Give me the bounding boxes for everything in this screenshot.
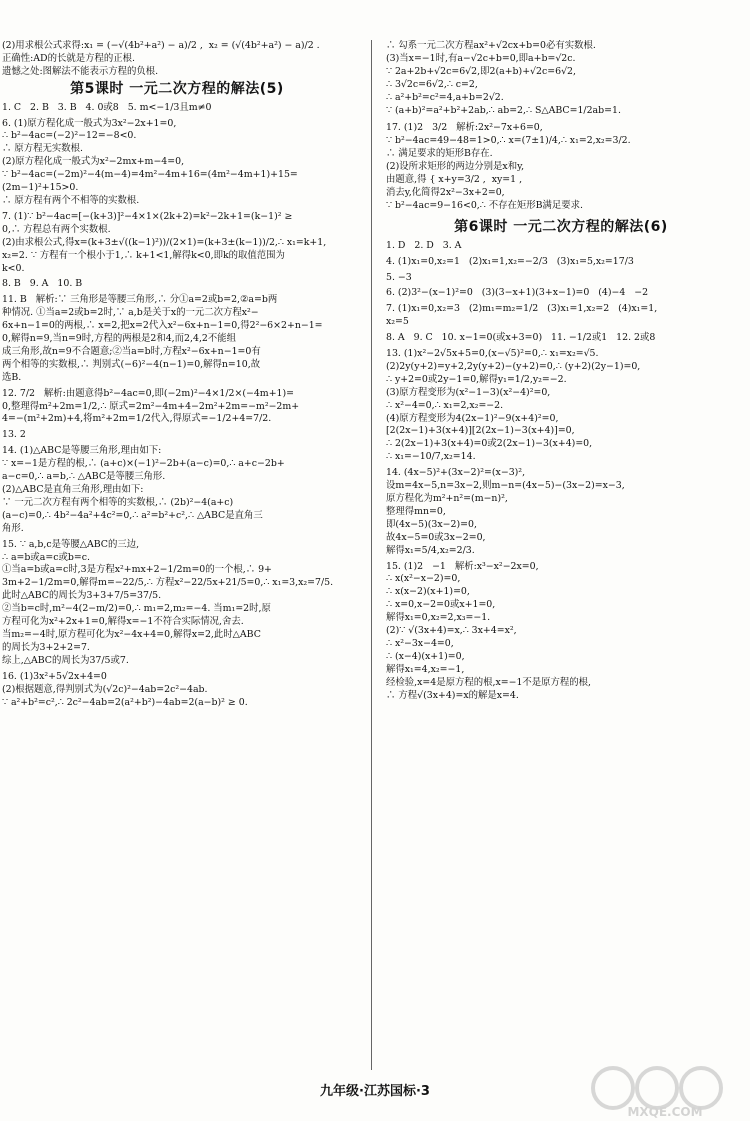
text-line: (2m−1)²+15>0. [2,182,79,194]
text-line: 消去y,化简得2x²−3x+2=0, [386,186,505,198]
text-line: 8. B 9. A 10. B [2,278,83,290]
text-line: (2)2y(y+2)=y+2,2y(y+2)−(y+2)=0,∴ (y+2)(2y−1)=0, [386,360,641,372]
text-line: ∴ (x−4)(x+1)=0, [386,650,465,662]
text-line: (2)由求根公式,得x=(k+3±√((k−1)²))/(2×1)=(k+3±(k−1))/2,∴ x₁=k+1, [2,236,327,248]
text-line: 1. D 2. D 3. A [386,239,462,251]
text-line: ∴ x(x²−x−2)=0, [386,573,461,585]
left-answers-block [2,102,352,710]
text-line: 7. (1)x₁=0,x₂=3 (2)m₁=m₂=1/2 (3)x₁=1,x₂=2 (4)x₁=1, [386,303,658,315]
text-line: 成三角形,故n=9不合题意;②当a=b时,方程x²−6x+n−1=0有 [2,345,261,357]
text-line: 故4x−5=0或3x−2=0, [386,531,486,543]
text-line: 设m=4x−5,n=3x−2,则m−n=(4x−5)−(3x−2)=x−3, [386,480,625,492]
text-line: k<0. [2,262,25,274]
text-line: ∴ x²−3x−4=0, [386,637,454,649]
text-line: 15. ∵ a,b,c是等腰△ABC的三边, [2,538,140,550]
text-line: (2)设所求矩形的两边分别是x和y, [386,161,525,173]
text-line: 遗憾之处:图解法不能表示方程的负根. [2,65,159,77]
text-line: 4. (1)x₁=0,x₂=1 (2)x₁=1,x₂=−2/3 (3)x₁=5,x₂=17/3 [386,255,634,267]
text-line: 由题意,得 { x+y=3/2 , xy=1 , [386,174,523,186]
text-line: 1. C 2. B 3. B 4. 0或8 5. m<−1/3且m≠0 [2,101,212,113]
column-divider [371,40,372,1070]
text-line: (a−c)=0,∴ 4b²−4a²+4c²=0,∴ a²=b²+c²,∴ △ABC是直角三 [2,509,263,521]
text-line: 16. (1)3x²+5√2x+4=0 [2,670,107,682]
text-line: 6. (1)原方程化成一般式为3x²−2x+1=0, [2,117,177,129]
text-line: x₂=2. ∵ 方程有一个根小于1,∴ k+1<1,解得k<0,即k的取值范围为 [2,249,285,261]
text-line: ∴ x²−4=0,∴ x₁=2,x₂=−2. [386,399,504,411]
text-line: ∵ b²−4ac=(−2m)²−4(m−4)=4m²−4m+16=(4m²−4m+1)+15= [2,169,298,181]
text-line: ∴ 3√2c=6√2,∴ c=2, [386,78,478,90]
text-line: 正确性:AD的长就是方程的正根. [2,52,135,64]
text-line: 此时△ABC的周长为3+3+7/5=37/5. [2,590,162,602]
text-line: 15. (1)2 −1 解析:x³−x²−2x=0, [386,560,539,572]
text-line: ∴ x₁=−10/7,x₂=14. [386,451,476,463]
watermark-text: MXQE.COM [627,1105,703,1118]
text-line: (3)原方程变形为(x²−1−3)(x²−4)²=0, [386,386,551,398]
text-line: 6x+n−1=0的两根,∴ x=2,把x=2代入x²−6x+n−1=0,得2²−6×2+n−1= [2,320,323,332]
text-line: 解得x₁=5/4,x₂=2/3. [386,544,475,556]
left-top-block [2,40,352,79]
text-line: ∴ 勾系一元二次方程ax²+√2cx+b=0必有实数根. [386,40,596,51]
text-line: ∴ 2(2x−1)+3(x+4)=0或2(2x−1)−3(x+4)=0, [386,438,593,450]
text-line: 解得x₁=4,x₂=−1, [386,663,465,675]
text-line: 解得x₁=0,x₂=2,x₃=−1. [386,612,491,624]
text-line: 12. 7/2 解析:由题意得b²−4ac=0,即(−2m)²−4×1/2×(−4m+1)= [2,387,295,399]
watermark-logo-icon [585,1062,745,1118]
text-line: ②当b=c时,m²−4(2−m/2)=0,∴ m₁=2,m₂=−4. 当m₁=2时,原 [2,603,271,615]
text-line: ∵ 2a+2b+√2c=6√2,即2(a+b)+√2c=6√2, [386,65,576,77]
text-line: 11. B 解析:∵ 三角形是等腰三角形,∴ 分①a=2或b=2,②a=b两 [2,294,278,306]
text-line: ∵ a²+b²=c²,∴ 2c²−4ab=2(a²+b²)−4ab=2(a−b)² ≥ 0. [2,696,248,708]
text-line: ∴ x(x−2)(x+1)=0, [386,586,470,598]
text-line: 7. (1)∵ b²−4ac=[−(k+3)]²−4×1×(2k+2)=k²−2k+1=(k−1)² ≥ [2,210,293,222]
left-column [2,40,352,1080]
right-q17-block [386,122,736,212]
text-line: 13. 2 [2,429,26,441]
text-line: 8. A 9. C 10. x−1=0(或x+3=0) 11. −1/2或1 12. 2或8 [386,332,656,344]
text-line: 的周长为3+2+2=7. [2,641,90,653]
text-line: ∴ a²+b²=c²=4,a+b=2√2. [386,91,504,103]
right-answers-block [386,240,736,703]
text-line: 原方程化为m²+n²=(m−n)², [386,493,508,504]
text-line: (2)根据题意,得判别式为(√2c)²−4ab=2c²−4ab. [2,683,208,695]
text-line: (2)用求根公式求得:x₁ = (−√(4b²+a²) − a)/2 , x₂ = (√(4b²+a²) − a)/2 . [2,40,320,51]
section-title-5: 第5课时 一元二次方程的解法(5) [70,80,284,97]
text-line: ∴ 原方程有两个不相等的实数根. [2,194,140,206]
text-line: 0,∴ 方程总有两个实数根. [2,223,111,235]
right-top-block [386,40,736,117]
text-line: 14. (1)△ABC是等腰三角形,理由如下: [2,445,162,457]
text-line: (4)原方程变形为4(2x−1)²−9(x+4)²=0, [386,412,559,424]
right-column [386,40,736,1080]
section-title-6: 第6课时 一元二次方程的解法(6) [454,218,668,235]
text-line: 17. (1)2 3/2 解析:2x²−7x+6=0, [386,122,543,134]
text-line: 种情况. ①当a=2或b=2时,∵ a,b是关于x的一元二次方程x²− [2,307,259,319]
text-line: 当m₂=−4时,原方程可化为x²−4x+4=0,解得x=2,此时△ABC [2,628,261,640]
text-line: (2)∵ √(3x+4)=x,∴ 3x+4=x², [386,625,517,637]
text-line: (2)△ABC是直角三角形,理由如下: [2,484,144,495]
text-line: ∵ x=−1是方程的根,∴ (a+c)×(−1)²−2b+(a−c)=0,∴ a+c−2b+ [2,458,285,470]
text-line: 3m+2−1/2m=0,解得m=−22/5,∴ 方程x²−22/5x+21/5=0,∴ x₁=3,x₂=7/5. [2,577,334,589]
text-line: 0,解得n=9,当n=9时,方程的两根是2和4,而2,4,2不能组 [2,333,237,345]
page-footer: 九年级·江苏国标·3 [320,1084,430,1099]
text-line: x₂=5 [386,316,409,328]
text-line: (2)原方程化成一般式为x²−2mx+m−4=0, [2,156,185,168]
text-line: 13. (1)x²−2√5x+5=0,(x−√5)²=0,∴ x₁=x₂=√5. [386,348,599,360]
text-line: a−c=0,∴ a=b,∴ △ABC是等腰三角形. [2,471,166,483]
text-line: ∴ 满足要求的矩形B存在. [386,148,493,160]
text-line: ∴ x=0,x−2=0或x+1=0, [386,599,496,611]
text-line: ∴ 原方程无实数根. [2,143,83,155]
text-line: 14. (4x−5)²+(3x−2)²=(x−3)², [386,467,526,479]
text-line: 方程可化为x²+2x+1=0,解得x=−1不符合实际情况,舍去. [2,616,244,628]
text-line: ∵ b²−4ac=9−16<0,∴ 不存在矩形B满足要求. [386,199,583,211]
text-line: 整理得mn=0, [386,505,446,517]
text-line: ∵ (a+b)²=a²+b²+2ab,∴ ab=2,∴ S△ABC=1/2ab=1. [386,104,621,116]
text-line: 选B. [2,371,22,383]
text-line: 经检验,x=4是原方程的根,x=−1不是原方程的根, [386,676,592,688]
text-line: ∵ 一元二次方程有两个相等的实数根,∴ (2b)²−4(a+c) [2,496,234,508]
text-line: ∴ y+2=0或2y−1=0,解得y₁=1/2,y₂=−2. [386,373,567,385]
text-line: 5. −3 [386,271,412,283]
text-line: ∵ b²−4ac=49−48=1>0,∴ x=(7±1)/4,∴ x₁=2,x₂=3/2. [386,135,631,147]
text-line: 角形. [2,522,24,534]
text-line: 两个相等的实数根,∴ 判别式(−6)²−4(n−1)=0,解得n=10,故 [2,358,261,370]
text-line: 综上,△ABC的周长为37/5或7. [2,654,129,666]
text-line: (3)当x=−1时,有a−√2c+b=0,即a+b=√2c. [386,52,576,64]
text-line: 0,整理得m²+2m=1/2,∴ 原式=2m²−4m+4−2m²+2m=−m²−2m+ [2,400,300,412]
text-line: ①当a=b或a=c时,3是方程x²+mx+2−1/2m=0的一个根,∴ 9+ [2,564,272,576]
text-line: ∴ b²−4ac=(−2)²−12=−8<0. [2,130,137,142]
text-line: ∴ 方程√(3x+4)=x的解是x=4. [386,689,519,701]
text-line: 即(4x−5)(3x−2)=0, [386,518,477,530]
text-line: 4=−(m²+2m)+4,将m²+2m=1/2代入,得原式=−1/2+4=7/2. [2,413,272,425]
text-line: 6. (2)3²−(x−1)²=0 (3)(3−x+1)(3+x−1)=0 (4)−4 −2 [386,287,649,299]
text-line: ∴ a=b或a=c或b=c. [2,551,90,563]
text-line: [2(2x−1)+3(x+4)][2(2x−1)−3(x+4)]=0, [386,425,575,437]
